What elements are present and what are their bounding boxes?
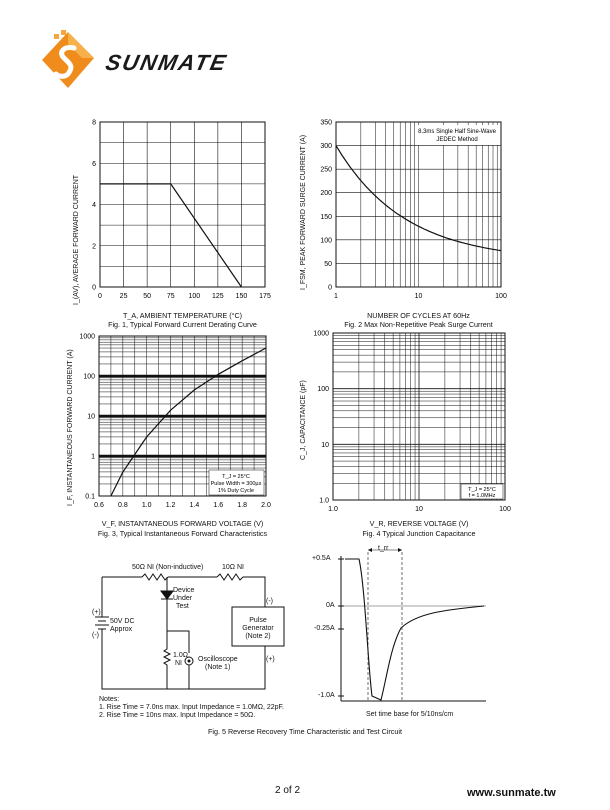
fig1-ytick-label: 8 (92, 119, 96, 127)
fig2-ylabel: I_FSM, PEAK FORWARD SURGE CURRENT (A) (300, 134, 307, 290)
notes-line-2: 2. Rise Time = 10ns max. Input Impedance = 50Ω. (99, 712, 256, 719)
fig4-chart (313, 330, 511, 513)
fig1-xtick-label: 0 (98, 293, 102, 300)
fig3-caption: Fig. 3, Typical Instantaneous Forward Characteristics (97, 529, 268, 538)
fig2-note-2: JEDEC Method (436, 137, 478, 143)
fig1-ytick-label: 0 (92, 284, 96, 292)
fig4-xtick-label: 1.0 (328, 506, 338, 513)
gen-plus-label: (+) (266, 656, 275, 663)
fig4-caption: Fig. 4 Typical Junction Capacitance (362, 529, 476, 538)
fig4-xtick-label: 100 (499, 506, 511, 513)
fig1-chart (92, 119, 271, 300)
fig2-ytick-label: 350 (320, 119, 332, 127)
fig3-note-3: 1% Duty Cycle (217, 488, 255, 494)
fig1-xtick-label: 150 (235, 293, 248, 300)
fig2-caption: Fig. 2 Max Non-Repetitive Peak Surge Current (344, 320, 493, 329)
fig2-note-1: 8.3ms Single Half Sine-Wave (418, 129, 496, 135)
fig3-chart (79, 333, 271, 509)
fig3-xtick-label: 0.6 (94, 502, 104, 509)
oscilloscope-label-2: (Note 1) (205, 664, 231, 671)
wave-label-zero: 0A (326, 602, 335, 609)
pulse-gen-label-1: Pulse (249, 617, 267, 624)
fig5-caption: Fig. 5 Reverse Recovery Time Characteristic and Test Circuit (208, 727, 402, 736)
fig3-xtick-label: 1.2 (165, 502, 176, 509)
website-link[interactable]: www.sunmate.tw (467, 787, 556, 799)
notes-title: Notes: (99, 696, 120, 703)
fig3-ytick-label: 10 (87, 413, 95, 421)
notes-line-1: 1. Rise Time = 7.0ns max. Input Impedance = 1.0MΩ, 22pF. (99, 704, 284, 711)
fig1-xtick-label: 175 (259, 293, 271, 300)
resistor-10-label: 10Ω NI (222, 564, 244, 571)
fig1-xtick-label: 100 (188, 293, 201, 300)
resistor-1-label-2: NI (175, 660, 182, 667)
trr-label: t_rr (378, 545, 389, 552)
fig2-ytick-label: 200 (320, 190, 332, 198)
fig2-xtick-label: 100 (495, 293, 507, 300)
fig1-xtick-label: 75 (166, 293, 175, 300)
fig2-ytick-label: 0 (328, 284, 332, 292)
wave-label-neg025: -0.25A (314, 625, 335, 632)
fig4-ytick-label: 1000 (313, 330, 329, 338)
fig4-xlabel: V_R, REVERSE VOLTAGE (V) (369, 519, 469, 528)
fig1-xlabel: T_A, AMBIENT TEMPERATURE (°C) (122, 311, 243, 320)
fig2-xtick-label: 10 (414, 293, 423, 300)
fig1-ytick-label: 4 (92, 202, 96, 209)
fig3-xtick-label: 1.8 (237, 502, 248, 509)
fig3-ytick-label: 100 (83, 373, 95, 381)
fig3-xlabel: V_F, INSTANTANEOUS FORWARD VOLTAGE (V) (101, 519, 264, 528)
fig3-ylabel: I_F, INSTANTANEOUS FORWARD CURRENT (A) (67, 349, 74, 506)
fig4-note-1: T_J = 25°C (468, 487, 496, 493)
fig3-ytick-label: 0.1 (85, 493, 95, 501)
logo (38, 30, 228, 90)
pulse-gen-label-2: Generator (242, 625, 274, 632)
fig2-ytick-label: 100 (320, 237, 332, 245)
pulse-gen-label-3: (Note 2) (245, 633, 271, 640)
fig4-ylabel: C_J, CAPACITANCE (pF) (300, 380, 307, 460)
battery-minus-label: (-) (92, 632, 99, 639)
dut-label-2: Under (173, 595, 193, 602)
oscilloscope-label-1: Oscilloscope (198, 656, 238, 663)
fig3-ytick-label: 1000 (79, 333, 95, 341)
fig1-caption: Fig. 1, Typical Forward Current Derating Curve (108, 320, 257, 329)
battery-label-2: Approx (110, 626, 133, 633)
resistor-1-label-1: 1.0Ω (173, 652, 188, 659)
fig1-ytick-label: 2 (92, 243, 96, 251)
logo-mark-icon (38, 30, 98, 92)
fig2-ytick-label: 150 (320, 213, 332, 221)
wave-label-neg1: -1.0A (318, 692, 335, 699)
fig3-note-2: Pulse Width = 300µs (210, 481, 262, 487)
gen-minus-label: (-) (266, 598, 273, 605)
fig3-xtick-label: 1.6 (213, 502, 224, 509)
fig1-xtick-label: 50 (143, 293, 152, 300)
wave-label-pos05: +0.5A (312, 555, 331, 562)
fig2-xtick-label: 1 (334, 293, 338, 300)
resistor-50-label: 50Ω NI (Non-inductive) (132, 564, 204, 571)
fig2-ytick-label: 300 (320, 143, 332, 151)
fig4-ytick-label: 10 (321, 441, 329, 449)
fig3-xtick-label: 1.0 (141, 502, 152, 509)
fig2-xlabel: NUMBER OF CYCLES AT 60Hz (367, 311, 470, 320)
fig2-ytick-label: 50 (324, 260, 332, 268)
page-number: 2 of 2 (275, 785, 301, 796)
fig2-ytick-label: 250 (320, 166, 332, 174)
fig3-ytick-label: 1 (91, 453, 95, 461)
fig4-note-2: f = 1.0MHz (468, 493, 496, 499)
fig1-ytick-label: 6 (92, 160, 96, 168)
dut-label-3: Test (176, 603, 189, 610)
dut-label-1: Device (173, 587, 195, 594)
brand-name: SUNMATE (103, 50, 230, 75)
fig3-xtick-label: 1.4 (189, 502, 200, 509)
fig3-note-1: T_J = 25°C (222, 474, 250, 480)
fig1-ylabel: I_(AV), AVERAGE FORWARD CURRENT (73, 174, 80, 305)
fig4-ytick-label: 1.0 (319, 497, 329, 505)
fig4-ytick-label: 100 (317, 386, 329, 394)
battery-plus-label: (+) (92, 609, 101, 616)
timebase-label: Set time base for 5/10ns/cm (366, 711, 454, 718)
fig2-chart (320, 119, 507, 300)
fig5-waveform (341, 556, 486, 701)
fig1-xtick-label: 125 (212, 293, 224, 300)
fig3-xtick-label: 2.0 (261, 502, 271, 509)
fig1-xtick-label: 25 (119, 293, 128, 300)
fig4-xtick-label: 10 (415, 506, 423, 513)
battery-label-1: 50V DC (110, 618, 135, 625)
fig3-xtick-label: 0.8 (117, 502, 128, 509)
